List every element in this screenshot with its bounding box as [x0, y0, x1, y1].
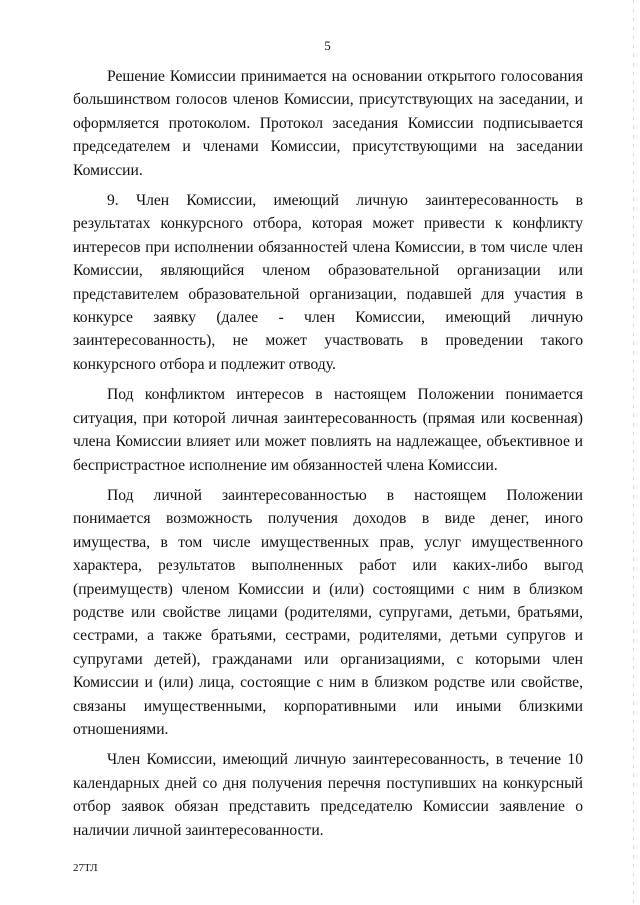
footer-document-code: 27ТЛ: [73, 862, 98, 874]
paragraph-item-9-conflict-member: 9. Член Комиссии, имеющий личную заинтересованность в результатах конкурсного отбора, которая может привести к конфликту интересов при исполнении обязанностей члена Комиссии, в том числе член Комиссии, являющийся членом образовательной организации или представителем образовательной организации, подавшей для участия в конкурсе заявку (далее - член Комиссии, имеющий личную заинтересованность), не может участвовать в проведении такого конкурсного отбора и подлежит отводу.: [73, 192, 583, 373]
scan-edge-line: [633, 0, 634, 905]
paragraph-conflict-of-interest-definition: Под конфликтом интересов в настоящем Положении понимается ситуация, при которой личная заинтересованность (прямая или косвенная) члена Комиссии влияет или может повлиять на надлежащее, объективное и беспристрастное исполнение им обязанностей члена Комиссии.: [73, 386, 583, 474]
paragraph-declaration-deadline: Член Комиссии, имеющий личную заинтересованность, в течение 10 календарных дней со дня получения перечня поступивших на конкурсный отбор заявок обязан представить председателю Комиссии заявление о наличии личной заинтересованности.: [73, 751, 583, 839]
paragraph-decision-voting: Решение Комиссии принимается на основании открытого голосования большинством голосов членов Комиссии, присутствующих на заседании, и оформляется протоколом. Протокол заседания Комиссии подписывается председателем и членами Комиссии, присутствующими на заседании Комиссии.: [73, 68, 583, 179]
document-body: [73, 65, 583, 842]
paragraph-personal-interest-definition: Под личной заинтересованностью в настоящем Положении понимается возможность получения доходов в виде денег, иного имущества, в том числе имущественных прав, услуг имущественного характера, результатов выполненных работ или каких-либо выгод (преимуществ) членом Комиссии и (или) состоящими с ним в близком родстве или свойстве лицами (родителями, супругами, детьми, братьями, сестрами, а также братьями, сестрами, родителями, детьми супругов и супругами детей), гражданами или организациями, с которыми член Комиссии и (или) лица, состоящие с ним в близком родстве или свойстве, связаны имущественными, корпоративными или иными близкими отношениями.: [73, 486, 583, 738]
page-number: 5: [324, 38, 331, 53]
